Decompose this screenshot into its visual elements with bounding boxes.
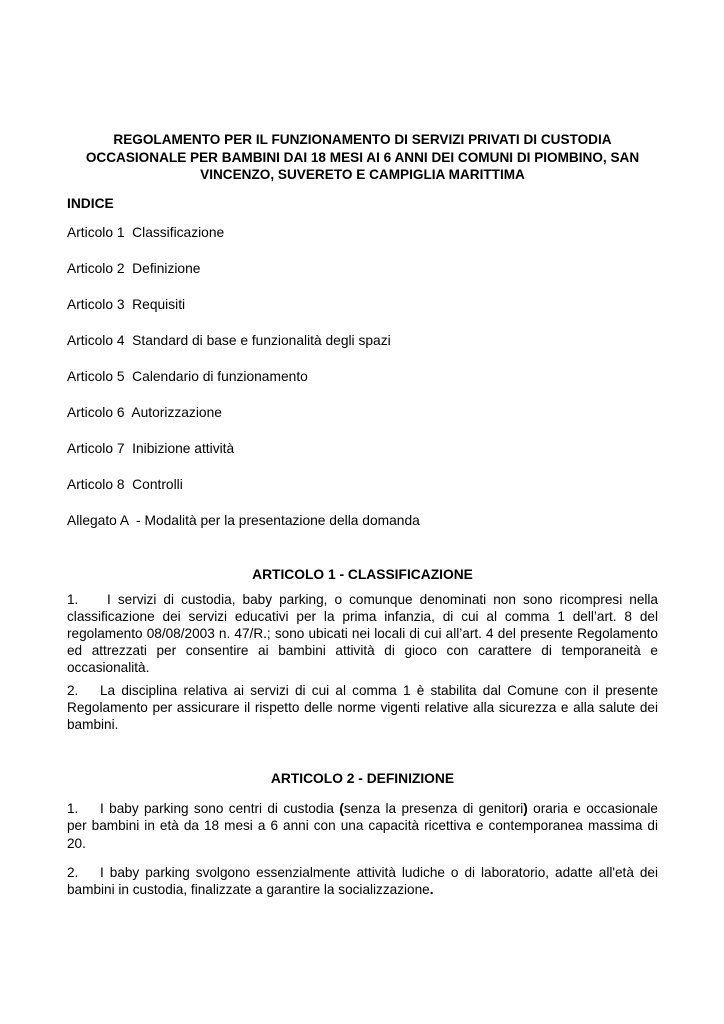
articolo-1-paragraph-2 (67, 682, 658, 734)
title-line-1: REGOLAMENTO PER IL FUNZIONAMENTO DI SERVIZI PRIVATI DI CUSTODIA (113, 132, 612, 147)
index-heading: INDICE (67, 195, 114, 211)
paragraph-number: 1. (67, 591, 79, 607)
paragraph-text: I servizi di custodia, baby parking, o comunque denominati non sono ricompresi nella classificazione dei servizi educativi per la prima infanzia, di cui al comma 1 dell’art. 8 del regolamento 08/08/2003 n. 47/R.; sono ubicati nei locali di cui all’art. 4 del presente Regolamento ed attrezzati per consentire ai bambini attività di gioco con carattere di temporaneità e occasionalità. (67, 591, 658, 676)
paragraph-text: I baby parking svolgono essenzialmente attività ludiche o di laboratorio, adatte all'età dei bambini in custodia, finalizzate a garantire la socializzazione (67, 864, 658, 897)
paragraph-text: senza la presenza di genitori (343, 801, 524, 817)
title-line-2: OCCASIONALE PER BAMBINI DAI 18 MESI AI 6 ANNI DEI COMUNI DI PIOMBINO, SAN (85, 149, 640, 165)
title-line-3: VINCENZO, SUVERETO E CAMPIGLIA MARITTIMA (200, 167, 525, 182)
paragraph-end-period: . (429, 881, 434, 897)
paragraph-text: La disciplina relativa ai servizi di cui al comma 1 è stabilita dal Comune con il presente Regolamento per assicurare il rispetto delle norme vigenti relative alla sicurezza e alla salute dei bambini. (67, 682, 658, 732)
table-of-contents (67, 224, 658, 530)
toc-item-articolo-6: Articolo 6 Autorizzazione (67, 404, 222, 420)
articolo-2-paragraph-1 (67, 800, 658, 852)
document-title (67, 131, 658, 184)
toc-item-articolo-1: Articolo 1 Classificazione (67, 224, 225, 240)
articolo-2-paragraph-2 (67, 864, 658, 898)
paragraph-number: 1. (67, 801, 79, 817)
toc-item-allegato-a: Allegato A - Modalità per la presentazione della domanda (67, 512, 420, 528)
articolo-1-heading: ARTICOLO 1 - CLASSIFICAZIONE (252, 566, 473, 582)
section-articolo-1 (67, 566, 658, 734)
toc-item-articolo-8: Articolo 8 Controlli (67, 476, 183, 492)
toc-item-articolo-3: Articolo 3 Requisiti (67, 296, 186, 312)
section-articolo-2 (67, 770, 658, 898)
articolo-1-paragraph-1 (67, 591, 658, 677)
articolo-2-heading: ARTICOLO 2 - DEFINIZIONE (270, 771, 455, 787)
paragraph-text: oraria e occasionale per bambini in età da 18 mesi a 6 anni con una capacità ricettiva e contemporanea massima di 20. (67, 801, 658, 851)
paragraph-number: 2. (67, 682, 79, 698)
paragraph-number: 2. (67, 864, 79, 880)
toc-item-articolo-2: Articolo 2 Definizione (67, 260, 201, 276)
paren-close: ) (523, 801, 528, 817)
toc-item-articolo-4: Articolo 4 Standard di base e funzionalità degli spazi (67, 332, 391, 348)
paren-open: ( (339, 801, 344, 817)
paragraph-text: I baby parking sono centri di custodia (100, 801, 340, 817)
toc-item-articolo-7: Articolo 7 Inibizione attività (67, 440, 235, 456)
toc-item-articolo-5: Articolo 5 Calendario di funzionamento (67, 368, 308, 384)
